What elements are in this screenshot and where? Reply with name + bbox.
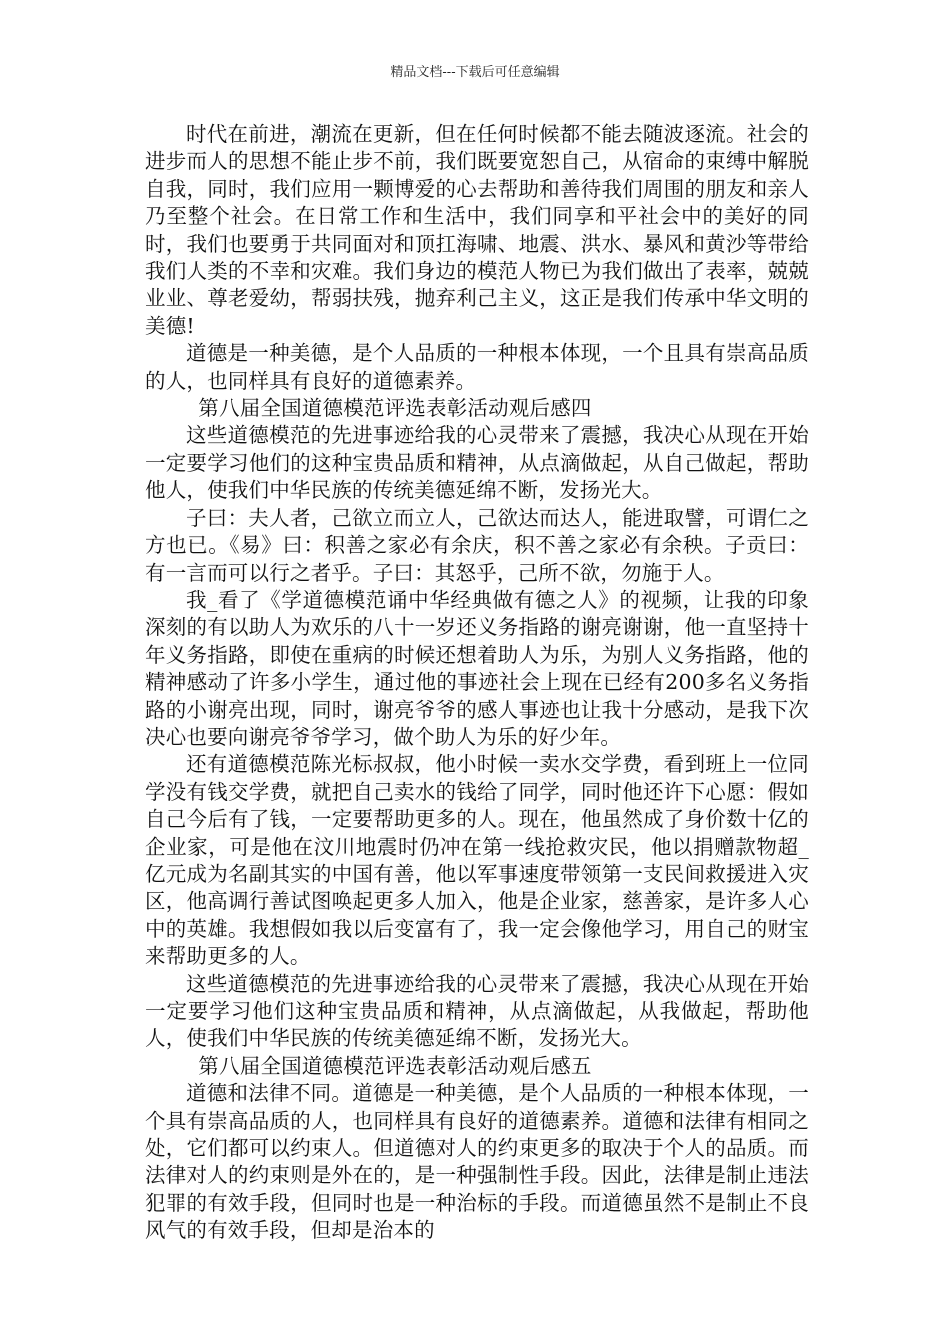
paragraph: 时代在前进，潮流在更新，但在任何时候都不能去随波逐流。社会的进步而人的思想不能止步不前，我们既要宽恕自己，从宿命的束缚中解脱自我，同时，我们应用一颗博爱的心去帮助和善待我们周围的朋友和亲人乃至整个社会。在日常工作和生活中，我们同享和平社会中的美好的同时，我们也要勇于共同面对和顶扛海啸、地震、洪水、暴风和黄沙等带给我们人类的不幸和灾难。我们身边的模范人物已为我们做出了表率，兢兢业业、尊老爱幼，帮弱扶残，抛弃利己主义，这正是我们传承中华文明的美德!	[145, 122, 809, 338]
paragraph: 道德是一种美德，是个人品质的一种根本体现，一个且具有崇高品质的人，也同样具有良好的道德素养。	[145, 341, 809, 393]
paragraph: 道德和法律不同。道德是一种美德，是个人品质的一种根本体现，一个具有崇高品质的人，也同样具有良好的道德素养。道德和法律有相同之处，它们都可以约束人。但道德对人的约束更多的取决于个人的品质。而法律对人的约束则是外在的，是一种强制性手段。因此，法律是制止违法犯罪的有效手段，但同时也是一种治标的手段。而道德虽然不是制止不良风气的有效手段，但却是治本的	[145, 1081, 809, 1243]
paragraph: 这些道德模范的先进事迹给我的心灵带来了震撼，我决心从现在开始一定要学习他们这种宝贵品质和精神，从点滴做起，从我做起，帮助他人，使我们中华民族的传统美德延绵不断，发扬光大。	[145, 971, 809, 1051]
page-header: 精品文档---下载后可任意编辑	[390, 65, 560, 80]
paragraph: 还有道德模范陈光标叔叔，他小时候一卖水交学费，看到班上一位同学没有钱交学费，就把自己卖水的钱给了同学，同时他还许下心愿：假如自己今后有了钱，一定要帮助更多的人。现在，他虽然成了身价数十亿的企业家，可是他在汶川地震时仍冲在第一线抢救灾民，他以捐赠款物超_亿元成为名副其实的中国有善，他以军事速度带领第一支民间救援进入灾区，他高调行善试图唤起更多人加入，他是企业家，慈善家，是许多人心中的英雄。我想假如我以后变富有了，我一定会像他学习，用自己的财宝来帮助更多的人。	[145, 752, 809, 969]
section-heading: 第八届全国道德模范评选表彰活动观后感五	[198, 1053, 592, 1078]
document-body	[145, 121, 809, 1245]
paragraph: 我_看了《学道德模范诵中华经典做有德之人》的视频，让我的印象深刻的有以助人为欢乐的八十一岁还义务指路的谢亮谢谢，他一直坚持十年义务指路，即使在重病的时候还想着助人为乐，为别人义务指路，他的精神感动了许多小学生，通过他的事迹社会上现在已经有200多名义务指路的小谢亮出现，同时，谢亮爷爷的感人事迹也让我十分感动，是我下次决心也要向谢亮爷爷学习，做个助人为乐的好少年。	[145, 587, 809, 749]
section-heading: 第八届全国道德模范评选表彰活动观后感四	[198, 396, 592, 421]
paragraph: 这些道德模范的先进事迹给我的心灵带来了震撼，我决心从现在开始一定要学习他们的这种宝贵品质和精神，从点滴做起，从自己做起，帮助他人，使我们中华民族的传统美德延绵不断，发扬光大。	[145, 423, 809, 503]
paragraph: 子曰：夫人者，己欲立而立人，己欲达而达人，能进取譬，可谓仁之方也已。《易》曰：积善之家必有余庆，积不善之家必有余秧。子贡曰：有一言而可以行之者乎。子曰：其怒乎，己所不欲，勿施于人。	[145, 505, 809, 585]
